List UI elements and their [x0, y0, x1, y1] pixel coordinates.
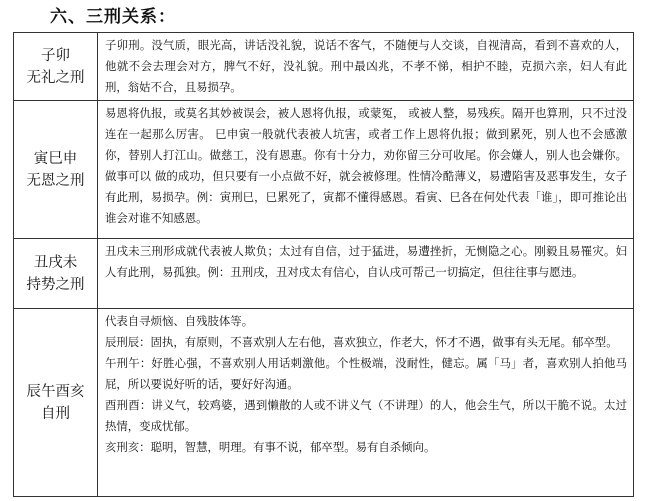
row-label — [14, 309, 98, 497]
label-line: 丑戌未 — [33, 254, 78, 271]
table-row — [14, 33, 634, 101]
label-line: 寅巳申 — [33, 150, 78, 167]
description-paragraph: 易恩将仇报，或莫名其妙被误会，被人恩将仇报，或蒙冤， 或被人整，易残疾。隔开也算刑，只不过没连在一起那么厉害。 巳申寅一般就代表被人坑害，或者工作上恩将仇报；做到累死，别人也不会感激你，替别人打江山。做慈工，没有恩惠。你有十分力，劝你留三分可收尾。你会嫌人，别人也会嫌你。做事可以 做的成功，但只要有一小点做不好，就会被修理。性情冷酷薄义，易遭陷害及恶事发生，女子有此刑，易损孕。例：寅刑巳，巳累死了，寅都不懂得感恩。看寅、巳各在何处代表「谁」，即可推论出谁会对谁不知感恩。 — [105, 106, 627, 225]
row-label — [14, 101, 98, 239]
description-paragraph: 丑戌未三刑形成就代表被人欺负；太过有自信，过于猛进，易遭挫折，无恻隐之心。刚毅且易罹灾。妇人有此刑，易孤独。例：丑刑戌，丑对戌太有信心，自认戌可帮己一切搞定，但往往事与愿违。 — [105, 244, 627, 279]
description-paragraph: 辰刑辰：固执，有原则，不喜欢别人左右他，喜欢独立，作老大，怀才不遇，做事有头无尾。郁卒型。 — [105, 335, 618, 349]
label-line: 辰午酉亥 — [26, 383, 85, 400]
row-label — [14, 33, 98, 101]
label-line: 子卯 — [41, 47, 70, 64]
table-row — [14, 309, 634, 497]
label-line: 自刑 — [41, 405, 70, 422]
label-line: 持势之刑 — [26, 276, 85, 293]
row-description — [98, 101, 634, 239]
section-heading: 六、三刑关系： — [50, 7, 176, 27]
row-description — [98, 33, 634, 101]
description-paragraph: 子卯刑。没气质，眼光高，讲话没礼貌，说话不客气，不随便与人交谈，自视清高，看到不喜欢的人，他就不会去理会对方，脾气不好，没礼貌。刑中最凶兆，不孝不悌，相护不睦，克损六亲，妇人有此刑，翁姑不合，且易损孕。 — [105, 38, 627, 94]
three-punishments-table — [13, 32, 634, 497]
row-description — [98, 309, 634, 497]
description-paragraph: 酉刑酉：讲义气，较鸡婆，遇到懒散的人或不讲义气（不讲理）的人，他会生气，所以干脆不说。太过热情，变成忧郁。 — [105, 398, 627, 433]
table-row — [14, 101, 634, 239]
row-label — [14, 239, 98, 309]
description-paragraph: 代表自寻烦恼、自残肢体等。 — [105, 314, 254, 328]
label-line: 无礼之刑 — [26, 69, 85, 86]
label-line: 无恩之刑 — [26, 172, 85, 189]
row-description — [98, 239, 634, 309]
description-paragraph: 亥刑亥：聪明，智慧，明理。有事不说，郁卒型。易有自杀倾向。 — [105, 440, 436, 454]
table-row — [14, 239, 634, 309]
description-paragraph: 午刑午：好胜心强，不喜欢别人用话刺激他。个性极端，没耐性，健忘。属「马」者，喜欢别人拍他马屁，所以要说好听的话，要好好沟通。 — [105, 356, 627, 391]
